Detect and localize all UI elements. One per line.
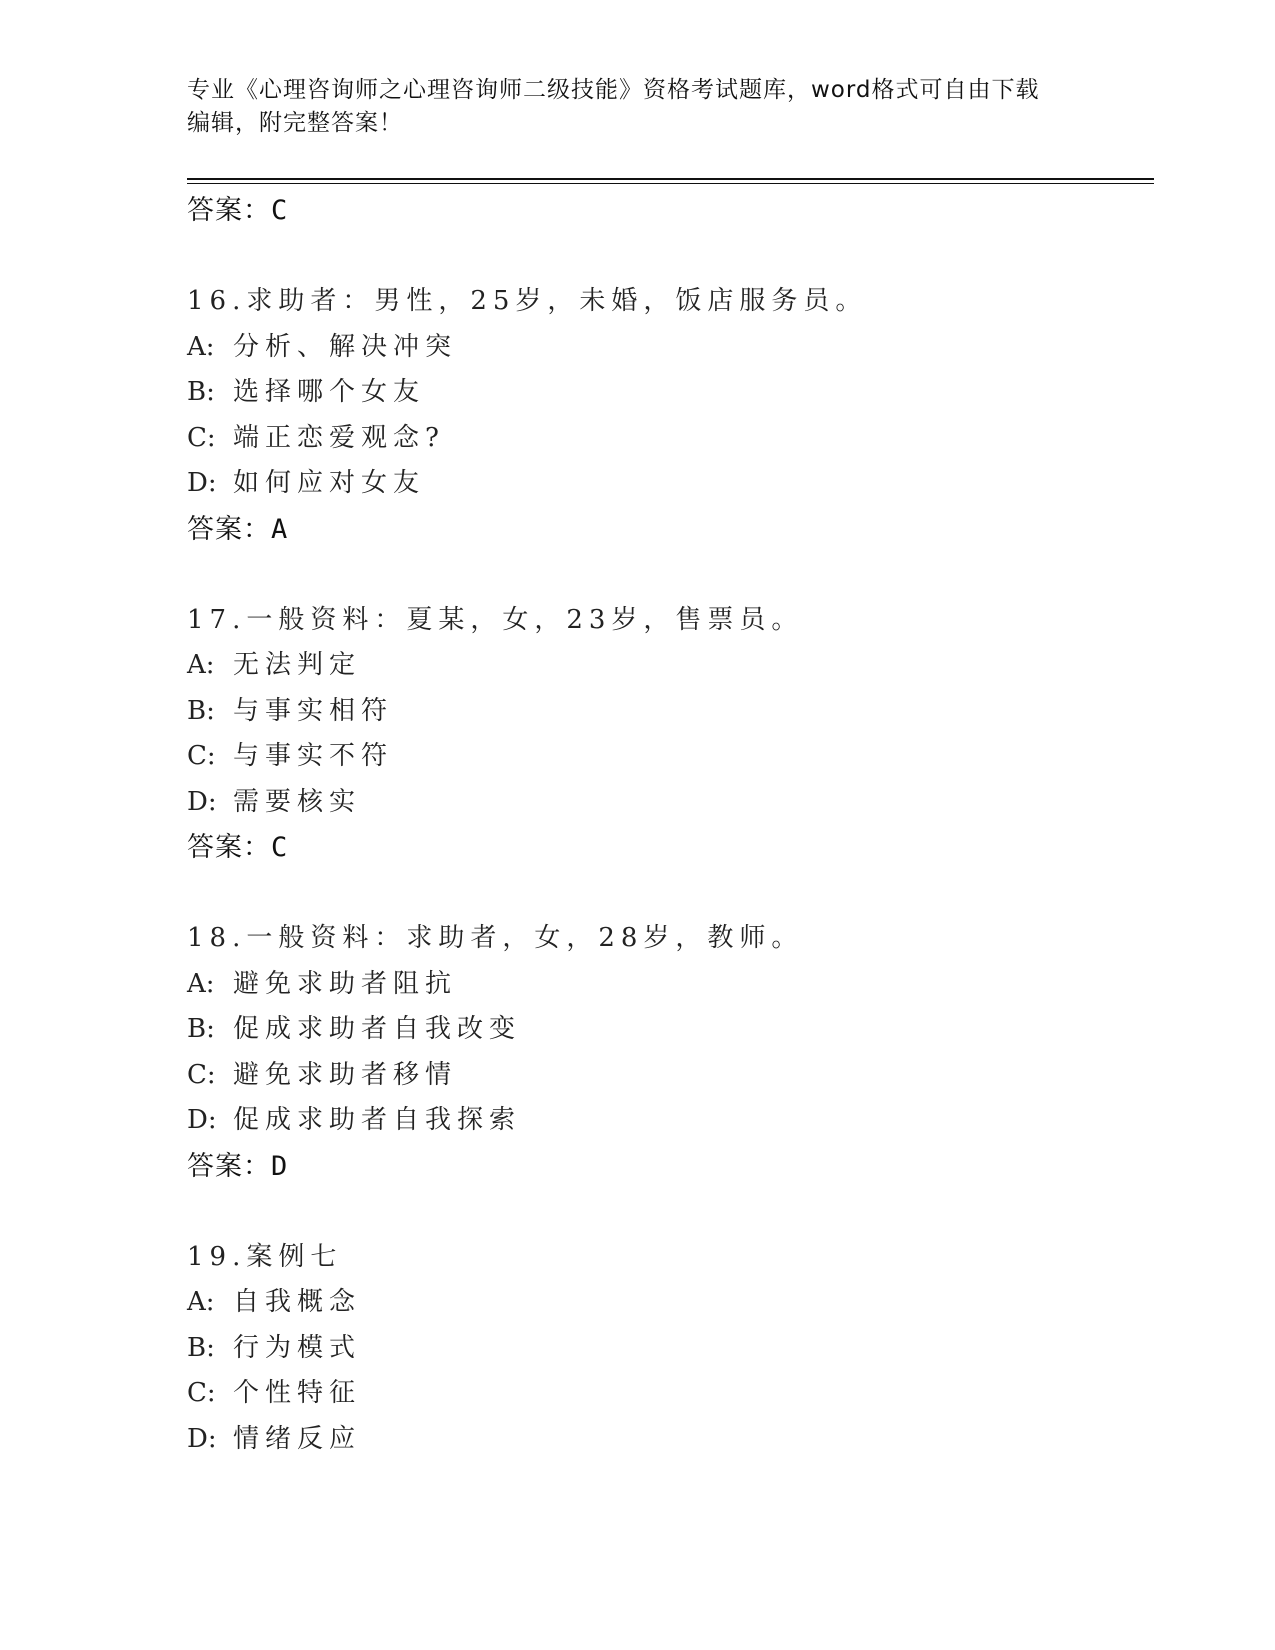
header-line-1: 专业《心理咨询师之心理咨询师二级技能》资格考试题库，word格式可自由下载 <box>187 77 1040 103</box>
option-key: D: <box>187 786 217 817</box>
option-text: 情绪反应 <box>233 1423 362 1454</box>
option-key: A: <box>187 1287 215 1317</box>
answer-value: A <box>271 513 289 545</box>
answer-line <box>187 1144 1137 1190</box>
option-key: A: <box>187 331 215 362</box>
option-key: D: <box>187 468 217 498</box>
option-key: B: <box>187 1332 215 1363</box>
option-text: 促成求助者自我探索 <box>233 1105 522 1135</box>
option-a <box>187 643 1137 689</box>
option-text: 与事实不符 <box>233 741 394 771</box>
page-header <box>187 74 1087 140</box>
option-b <box>187 1007 1137 1053</box>
answer-line <box>187 507 1137 553</box>
question-list <box>187 188 1137 1462</box>
option-c <box>187 1053 1137 1099</box>
option-key: A: <box>187 968 215 999</box>
option-b <box>187 370 1137 416</box>
question-stem: 19.案例七 <box>187 1241 343 1272</box>
option-a <box>187 325 1137 371</box>
option-key: B: <box>187 695 215 726</box>
answer-line <box>187 825 1137 871</box>
option-text: 行为模式 <box>233 1332 362 1363</box>
option-b <box>187 1326 1137 1372</box>
option-text: 与事实相符 <box>233 695 394 726</box>
option-a <box>187 962 1137 1008</box>
option-key: B: <box>187 1014 215 1044</box>
option-text: 选择哪个女友 <box>233 377 426 407</box>
option-key: C: <box>187 1059 216 1090</box>
answer-value: D <box>271 1150 289 1182</box>
option-a <box>187 1280 1137 1326</box>
header-line-2: 编辑，附完整答案！ <box>187 110 403 136</box>
option-d <box>187 1417 1137 1463</box>
option-text: 端正恋爱观念? <box>233 422 445 453</box>
question-stem: 17.一般资料：夏某，女，23岁，售票员。 <box>187 604 804 635</box>
option-c <box>187 734 1137 780</box>
option-text: 分析、解决冲突 <box>233 331 458 362</box>
option-key: A: <box>187 650 215 680</box>
answer-label: 答案： <box>187 513 271 545</box>
option-key: C: <box>187 741 216 771</box>
option-text: 避免求助者阻抗 <box>233 968 458 999</box>
option-text: 需要核实 <box>233 786 362 817</box>
question-stem: 16.求助者：男性，25岁，未婚，饭店服务员。 <box>187 286 868 316</box>
option-key: D: <box>187 1105 217 1135</box>
option-c <box>187 1371 1137 1417</box>
option-d <box>187 1098 1137 1144</box>
option-d <box>187 461 1137 507</box>
option-key: C: <box>187 422 216 453</box>
option-text: 无法判定 <box>233 650 362 680</box>
answer-label: 答案： <box>187 195 271 226</box>
option-c <box>187 416 1137 462</box>
option-d <box>187 780 1137 826</box>
option-key: B: <box>187 377 215 407</box>
option-key: C: <box>187 1378 216 1408</box>
header-divider-thin <box>187 183 1154 184</box>
answer-line <box>187 188 1137 234</box>
answer-label: 答案： <box>187 1150 271 1182</box>
header-divider <box>187 178 1154 180</box>
answer-label: 答案： <box>187 832 271 863</box>
question-stem: 18.一般资料：求助者，女，28岁，教师。 <box>187 923 804 953</box>
option-text: 个性特征 <box>233 1378 362 1408</box>
answer-value: C <box>271 832 289 863</box>
option-text: 避免求助者移情 <box>233 1059 458 1090</box>
option-text: 如何应对女友 <box>233 468 426 498</box>
option-text: 自我概念 <box>233 1287 362 1317</box>
option-text: 促成求助者自我改变 <box>233 1014 522 1044</box>
option-key: D: <box>187 1423 217 1454</box>
option-b <box>187 689 1137 735</box>
answer-value: C <box>271 195 289 226</box>
